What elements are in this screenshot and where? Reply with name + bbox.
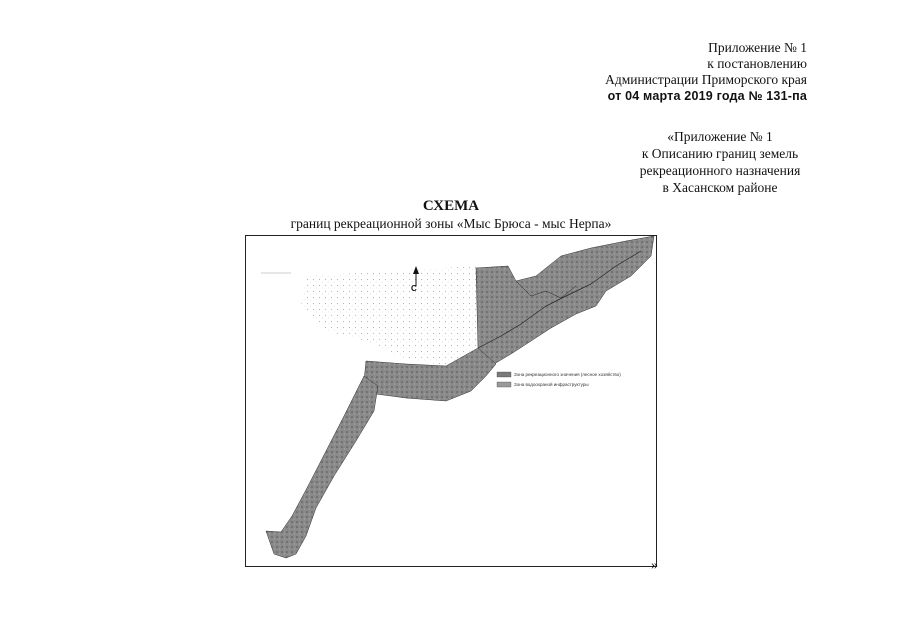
- recreation-zone-ridge: [476, 236, 654, 364]
- legend-swatch-recreation: [497, 372, 511, 377]
- sub-appendix-title: «Приложение № 1: [667, 129, 773, 144]
- appendix-title: Приложение № 1: [708, 40, 807, 55]
- scheme-title: СХЕМА: [422, 198, 480, 214]
- appendix-date-number: от 04 марта 2019 года № 131-па: [607, 89, 807, 103]
- legend-label-recreation: Зона рекреационного значения (лесное хозяйство): [514, 372, 621, 377]
- scheme-heading: [245, 197, 657, 232]
- appendix-authority: Администрации Приморского края: [605, 72, 807, 87]
- north-arrow-label: С: [411, 284, 417, 293]
- map-legend: [497, 371, 621, 387]
- land-dotted-area: [301, 266, 478, 366]
- legend-label-water: Зона водоохраной инфраструктуры: [514, 382, 589, 387]
- appendix-sub-header: [630, 128, 810, 196]
- scheme-subtitle: границ рекреационной зоны «Мыс Брюса - мыс Нерпа»: [290, 216, 612, 231]
- recreation-zone-spit: [266, 376, 378, 558]
- map-figure: [245, 235, 657, 567]
- closing-quote: »: [651, 558, 658, 573]
- appendix-reference: к постановлению: [707, 56, 807, 71]
- sub-appendix-reference: к Описанию границ земель: [641, 146, 799, 161]
- map-svg: [246, 236, 657, 567]
- appendix-header: [507, 40, 807, 104]
- sub-appendix-purpose: рекреационного назначения: [639, 163, 801, 178]
- legend-swatch-water: [497, 382, 511, 387]
- sub-appendix-district: в Хасанском районе: [662, 180, 778, 195]
